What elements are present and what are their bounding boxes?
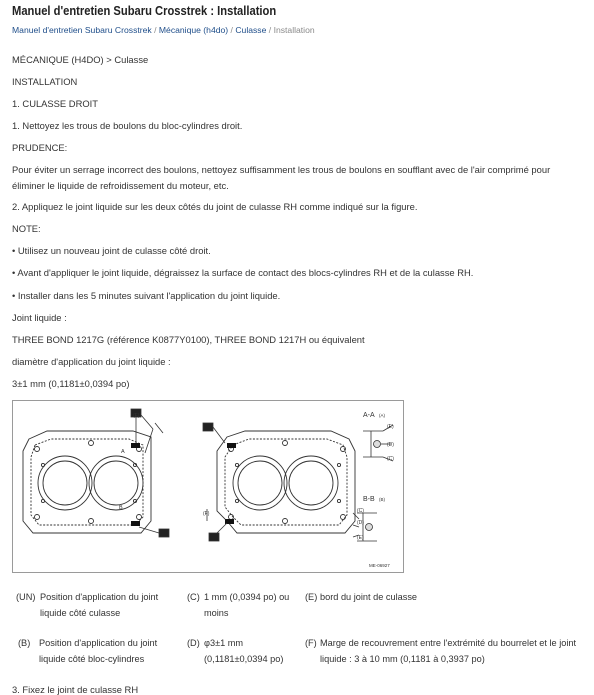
page-title: Manuel d'entretien Subaru Crosstrek : Installation bbox=[12, 3, 277, 18]
legend-value: Marge de recouvrement entre l'extrémité du bourrelet et le joint liquide : 3 à 10 mm (0,1181 à 0,3937 po) bbox=[320, 638, 577, 664]
legend-value: 1 mm (0,0394 po) ou moins bbox=[204, 592, 290, 618]
legend-key: (E) bbox=[305, 592, 318, 602]
caution-label: PRUDENCE: bbox=[12, 142, 68, 153]
legend-value: Position d'application du joint liquide côté culasse bbox=[40, 592, 159, 618]
note-label: NOTE: bbox=[12, 223, 41, 234]
legend-item-c bbox=[187, 590, 305, 624]
label-section-aa-sub: (A) bbox=[379, 413, 385, 418]
note-item: • Installer dans les 5 minutes suivant l'application du joint liquide. bbox=[12, 290, 281, 301]
label-f: (F) bbox=[133, 413, 140, 419]
label-e-bottom: (E) bbox=[357, 535, 364, 541]
figure-code: ME-06927 bbox=[369, 563, 390, 568]
breadcrumb-separator: / bbox=[230, 25, 233, 35]
diameter-value: 3±1 mm (0,1181±0,0394 po) bbox=[12, 378, 130, 389]
note-item: • Utilisez un nouveau joint de culasse côté droit. bbox=[12, 245, 211, 256]
legend-value: bord du joint de culasse bbox=[320, 592, 418, 602]
breadcrumb-link-culasse[interactable]: Culasse bbox=[235, 25, 267, 35]
legend-key: (B) bbox=[18, 638, 31, 648]
legend-key: (D) bbox=[187, 638, 200, 648]
step-culasse-droit: 1. CULASSE DROIT bbox=[12, 98, 98, 109]
label-c-top: (C) bbox=[387, 456, 394, 462]
legend-item-un bbox=[16, 590, 181, 624]
heading-installation: INSTALLATION bbox=[12, 76, 78, 87]
section-path: MÉCANIQUE (H4DO) > Culasse bbox=[12, 54, 149, 65]
breadcrumb bbox=[12, 25, 315, 35]
breadcrumb-separator: / bbox=[154, 25, 157, 35]
legend-item-e bbox=[305, 590, 585, 624]
breadcrumb-link-manual[interactable]: Manuel d'entretien Subaru Crosstrek bbox=[12, 25, 152, 35]
sealant-marks-right bbox=[225, 443, 236, 524]
breadcrumb-link-mecanique[interactable]: Mécanique (h4do) bbox=[158, 25, 229, 35]
callout-right bbox=[203, 423, 227, 541]
sealant-value: THREE BOND 1217G (référence K0877Y0100), THREE BOND 1217H ou équivalent bbox=[12, 334, 365, 345]
sealant-label: Joint liquide : bbox=[12, 312, 67, 323]
legend-item-b bbox=[18, 636, 183, 670]
legend-item-f bbox=[305, 636, 585, 670]
label-d-bottom: (D) bbox=[357, 520, 364, 526]
gasket-right bbox=[217, 431, 355, 533]
legend-value: φ3±1 mm (0,1181±0,0394 po) bbox=[204, 638, 284, 664]
label-c-bottom: (C) bbox=[357, 508, 364, 514]
label-e-top: (E) bbox=[387, 424, 394, 430]
caution-text: Pour éviter un serrage incorrect des boulons, nettoyez suffisamment les trous de boulons en soufflant avec de l'air comprimé pour éliminer le liquide de refroidissement du moteur, etc. bbox=[12, 164, 551, 191]
breadcrumb-separator: / bbox=[268, 25, 272, 35]
gasket-diagram bbox=[13, 401, 403, 572]
label-a: A bbox=[121, 449, 125, 455]
sealant-marks-left bbox=[131, 443, 140, 526]
diameter-label: diamètre d'application du joint liquide : bbox=[12, 356, 171, 367]
legend-item-d bbox=[187, 636, 305, 670]
legend-key: (C) bbox=[187, 592, 200, 602]
next-step-text: 3. Fixez le joint de culasse RH bbox=[12, 684, 139, 695]
breadcrumb-current: Installation bbox=[273, 25, 315, 35]
label-f-right: (F) bbox=[203, 511, 210, 517]
label-section-bb-sub: (B) bbox=[379, 497, 385, 502]
label-section-aa: A-A bbox=[363, 412, 375, 419]
legend-key: (UN) bbox=[16, 592, 36, 602]
gasket-figure bbox=[12, 400, 404, 573]
label-b: B bbox=[119, 505, 123, 511]
label-section-bb: B-B bbox=[363, 496, 375, 503]
label-d-top: (D) bbox=[387, 442, 394, 448]
step-apply-sealant: 2. Appliquez le joint liquide sur les deux côtés du joint de culasse RH comme indiqué sur la figure. bbox=[12, 201, 418, 212]
legend-key: (F) bbox=[305, 638, 317, 648]
legend-value: Position d'application du joint liquide côté bloc-cylindres bbox=[39, 638, 158, 664]
step-clean-bolt-holes: 1. Nettoyez les trous de boulons du bloc-cylindres droit. bbox=[12, 120, 243, 131]
note-item: • Avant d'appliquer le joint liquide, dégraissez la surface de contact des blocs-cylindres RH et de la culasse RH. bbox=[12, 267, 474, 278]
